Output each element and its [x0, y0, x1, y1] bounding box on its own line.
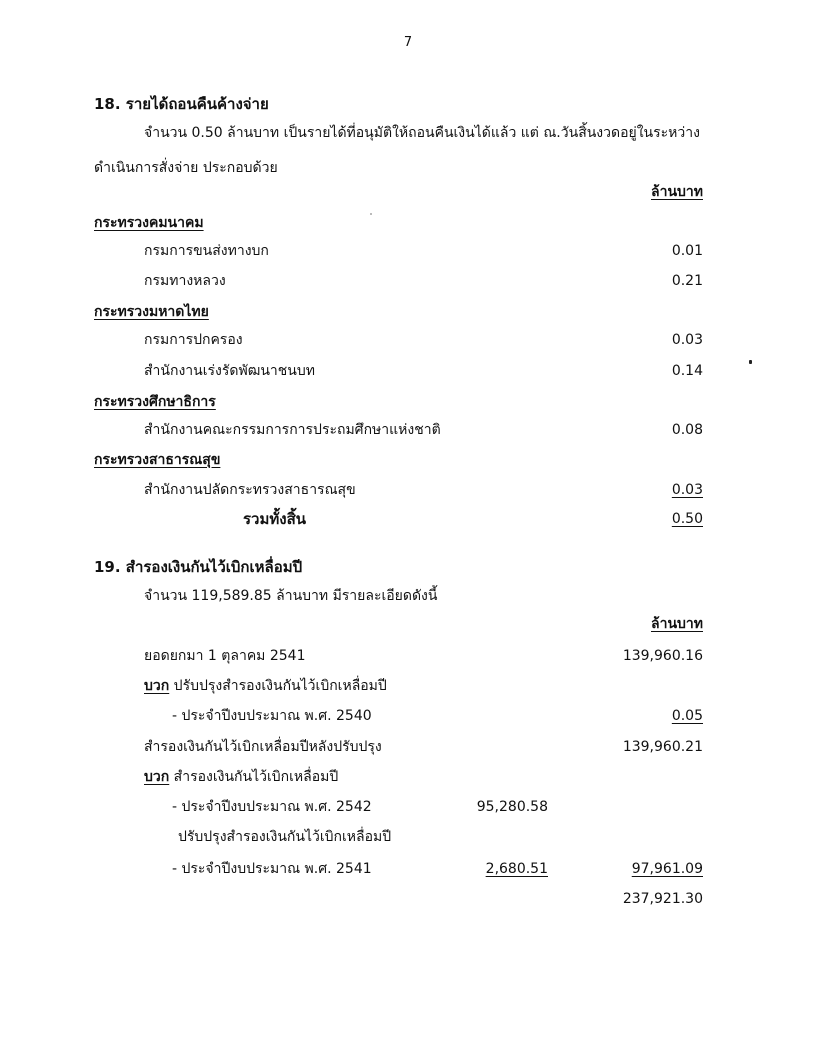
line-item-amount: 2,680.51	[485, 861, 548, 877]
section-18-unit-header: ล้านบาท	[651, 184, 703, 200]
line-item-amount: 0.03	[671, 482, 703, 498]
add-reserve-label: สำรองเงินกันไว้เบิกเหลื่อมปี	[169, 769, 339, 785]
line-item-label: สำนักงานเร่งรัดพัฒนาชนบท	[144, 363, 315, 379]
line-item-amount: 0.08	[671, 422, 703, 438]
subtotal-amount: 97,961.09	[631, 861, 703, 877]
add-adjustment-line	[144, 677, 387, 695]
scan-speck	[370, 213, 372, 215]
section-18-heading: 18. รายได้ถอนคืนค้างจ่าย	[94, 95, 269, 113]
line-item-label: - ประจำปีงบประมาณ พ.ศ. 2541	[172, 861, 372, 877]
add-adjustment-label: ปรับปรุงสำรองเงินกันไว้เบิกเหลื่อมปี	[169, 678, 387, 694]
grand-total-amount: 237,921.30	[622, 891, 703, 907]
ministry-heading: กระทรวงมหาดไทย	[94, 304, 209, 320]
section-19-paragraph: จำนวน 119,589.85 ล้านบาท มีรายละเอียดดังนี้	[144, 588, 438, 604]
ministry-heading: กระทรวงศึกษาธิการ	[94, 394, 216, 410]
line-item-label: สำนักงานคณะกรรมการการประถมศึกษาแห่งชาติ	[144, 422, 441, 438]
adjusted-balance-label: สำรองเงินกันไว้เบิกเหลื่อมปีหลังปรับปรุง	[144, 739, 382, 755]
line-item-label: กรมทางหลวง	[144, 273, 226, 289]
line-item-amount: 95,280.58	[476, 799, 548, 815]
add-prefix: บวก	[144, 678, 170, 694]
scan-speck	[749, 360, 752, 364]
brought-forward-amount: 139,960.16	[622, 648, 703, 664]
section-19-unit-header: ล้านบาท	[651, 616, 703, 632]
line-item-amount: 0.21	[671, 273, 703, 289]
brought-forward-label: ยอดยกมา 1 ตุลาคม 2541	[144, 648, 306, 664]
line-item-label: กรมการปกครอง	[144, 332, 243, 348]
line-item-label: - ประจำปีงบประมาณ พ.ศ. 2540	[172, 708, 372, 724]
section-18-paragraph-line2: ดำเนินการสั่งจ่าย ประกอบด้วย	[94, 160, 278, 176]
section-19-heading: 19. สำรองเงินกันไว้เบิกเหลื่อมปี	[94, 558, 303, 576]
sub-adjustment-label: ปรับปรุงสำรองเงินกันไว้เบิกเหลื่อมปี	[178, 829, 392, 845]
line-item-amount: 0.01	[671, 243, 703, 259]
line-item-label: สำนักงานปลัดกระทรวงสาธารณสุข	[144, 482, 356, 498]
total-amount: 0.50	[671, 511, 703, 527]
line-item-label: กรมการขนส่งทางบก	[144, 243, 269, 259]
add-reserve-line	[144, 768, 338, 786]
ministry-heading: กระทรวงสาธารณสุข	[94, 452, 221, 468]
page-number: 7	[403, 35, 413, 50]
ministry-heading: กระทรวงคมนาคม	[94, 215, 204, 231]
section-18-paragraph-line1: จำนวน 0.50 ล้านบาท เป็นรายได้ที่อนุมัติให้ถอนคืนเงินได้แล้ว แต่ ณ.วันสิ้นงวดอยู่ในระหว่าง	[144, 125, 700, 141]
line-item-amount: 0.05	[671, 708, 703, 724]
line-item-label: - ประจำปีงบประมาณ พ.ศ. 2542	[172, 799, 372, 815]
adjusted-balance-amount: 139,960.21	[622, 739, 703, 755]
total-label: รวมทั้งสิ้น	[243, 510, 306, 528]
line-item-amount: 0.14	[671, 363, 703, 379]
add-prefix: บวก	[144, 769, 170, 785]
line-item-amount: 0.03	[671, 332, 703, 348]
